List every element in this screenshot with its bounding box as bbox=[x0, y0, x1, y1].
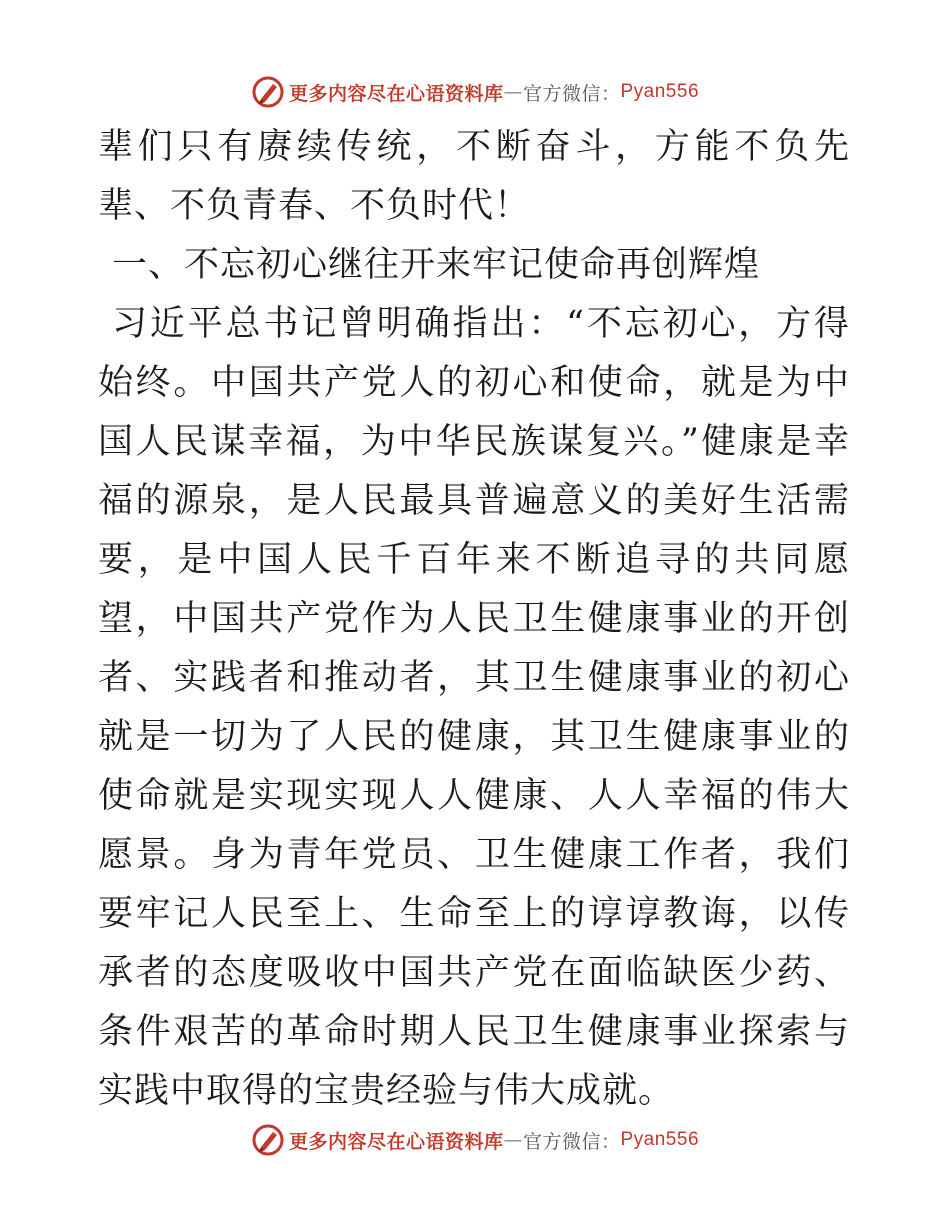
banner-wechat-id: Pyan556 bbox=[620, 1129, 700, 1150]
banner-dash: — bbox=[503, 81, 523, 103]
document-body bbox=[98, 118, 850, 1121]
pen-logo-icon bbox=[251, 75, 285, 109]
footer-watermark-banner bbox=[0, 1120, 950, 1160]
pen-logo-icon bbox=[251, 1123, 285, 1157]
banner-wechat-label: 官方微信： bbox=[522, 1130, 621, 1153]
banner-wechat-label: 官方微信： bbox=[522, 82, 621, 105]
section-heading: 一、不忘初心继往开来牢记使命再创辉煌 bbox=[112, 245, 761, 285]
header-watermark-banner bbox=[0, 72, 950, 112]
banner-main-text: 更多内容尽在心语资料库 bbox=[288, 82, 504, 105]
body-paragraph: 习近平总书记曾明确指出：“不忘初心，方得始终。中国共产党人的初心和使命，就是为中国人民谋幸福，为中华民族谋复兴。”健康是幸福的源泉，是人民最具普遍意义的美好生活需要，是中国人民千百年来不断追寻的共同愿望，中国共产党作为人民卫生健康事业的开创者、实践者和推动者，其卫生健康事业的初心就是一切为了人民的健康，其卫生健康事业的使命就是实现实现人人健康、人人幸福的伟大愿景。身为青年党员、卫生健康工作者，我们要牢记人民至上、生命至上的谆谆教诲，以传承者的态度吸收中国共产党在面临缺医少药、条件艰苦的革命时期人民卫生健康事业探索与实践中取得的宝贵经验与伟大成就。 bbox=[98, 304, 850, 1111]
banner-wechat-id: Pyan556 bbox=[620, 81, 700, 102]
banner-dash: — bbox=[503, 1129, 523, 1151]
banner-main-text: 更多内容尽在心语资料库 bbox=[288, 1130, 504, 1153]
continued-paragraph: 辈们只有赓续传统，不断奋斗，方能不负先辈、不负青春、不负时代！ bbox=[98, 127, 850, 226]
